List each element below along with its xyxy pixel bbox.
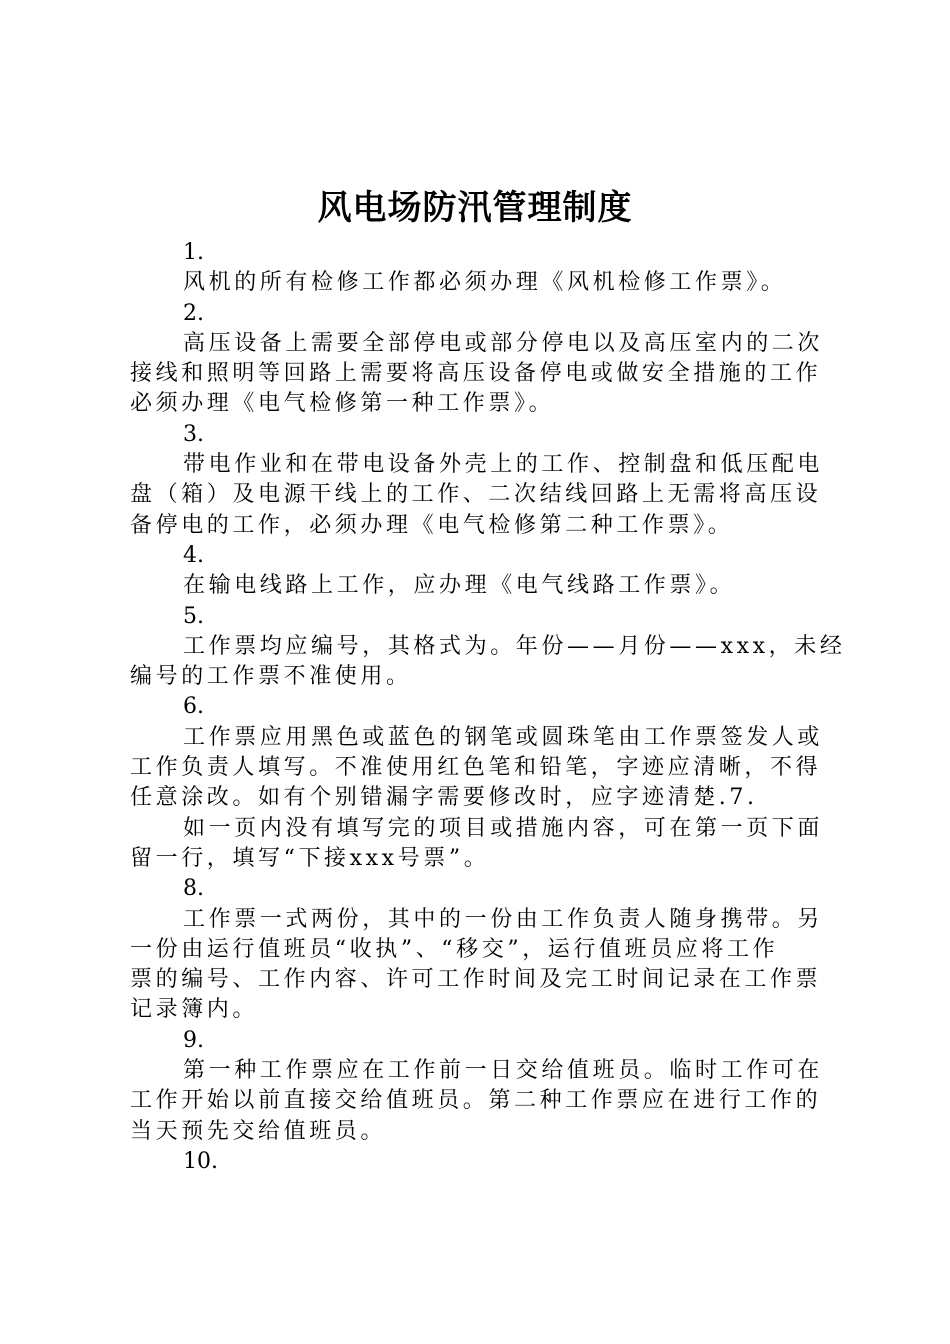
text-line: 风机的所有检修工作都必须办理《风机检修工作票》。	[183, 270, 787, 296]
text-line: 留一行，填写“下接xxx号票”。	[130, 845, 490, 871]
clause-number: 10.	[183, 1148, 218, 1174]
clause-number: 9.	[183, 1027, 204, 1053]
text-line: 工作开始以前直接交给值班员。第二种工作票应在进行工作的	[130, 1088, 822, 1114]
text-line: 如一页内没有填写完的项目或措施内容，可在第一页下面	[183, 815, 824, 841]
text-line: 工作负责人填写。不准使用红色笔和铅笔，字迹应清晰，不得	[130, 755, 822, 781]
text-line: 工作票均应编号，其格式为。年份——月份——xxx，未经	[183, 633, 846, 659]
document-title: 风电场防汛管理制度	[317, 188, 633, 228]
text-line: 当天预先交给值班员。	[130, 1118, 387, 1144]
clause-number: 3.	[183, 421, 204, 447]
text-line: 备停电的工作，必须办理《电气检修第二种工作票》。	[130, 512, 734, 538]
text-line: 第一种工作票应在工作前一日交给值班员。临时工作可在	[183, 1058, 824, 1084]
text-line: 一份由运行值班员“收执”、“移交”，运行值班员应将工作	[130, 936, 779, 962]
text-line: 带电作业和在带电设备外壳上的工作、控制盘和低压配电	[183, 452, 824, 478]
clause-number: 4.	[183, 542, 204, 568]
text-line: 任意涂改。如有个别错漏字需要修改时，应字迹清楚.7.	[130, 785, 758, 811]
clause-number: 6.	[183, 694, 204, 720]
text-line: 高压设备上需要全部停电或部分停电以及高压室内的二次	[183, 330, 824, 356]
text-line: 工作票一式两份，其中的一份由工作负责人随身携带。另	[183, 906, 824, 932]
clause-number: 5.	[183, 603, 204, 629]
clause-number: 8.	[183, 876, 204, 902]
text-line: 票的编号、工作内容、许可工作时间及完工时间记录在工作票	[130, 967, 822, 993]
text-line: 在输电线路上工作，应办理《电气线路工作票》。	[183, 573, 736, 599]
document-body	[130, 238, 846, 1177]
text-line: 接线和照明等回路上需要将高压设备停电或做安全措施的工作	[130, 361, 822, 387]
text-line: 记录簿内。	[130, 997, 259, 1023]
clause-number: 2.	[183, 300, 204, 326]
text-line: 工作票应用黑色或蓝色的钢笔或圆珠笔由工作票签发人或	[183, 724, 824, 750]
text-line: 盘（箱）及电源干线上的工作、二次结线回路上无需将高压设	[130, 482, 822, 508]
text-line: 必须办理《电气检修第一种工作票》。	[130, 391, 555, 417]
text-line: 编号的工作票不准使用。	[130, 664, 412, 690]
clause-number: 1.	[183, 240, 204, 265]
